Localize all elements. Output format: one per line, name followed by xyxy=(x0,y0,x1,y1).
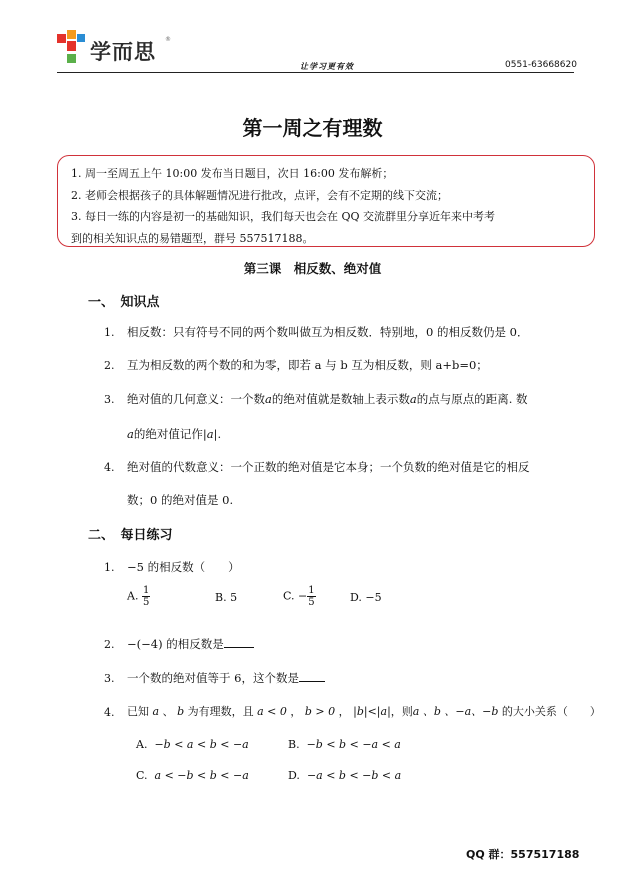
question-stem: −(−4) 的相反数是 xyxy=(127,635,254,653)
brand-logo xyxy=(57,30,177,70)
option-c[interactable]: C. − $\frac{1}{5}$ xyxy=(283,585,315,608)
section-heading-practice: 二、 每日练习 xyxy=(88,528,173,543)
notice-line: 2. 老师会根据孩子的具体解题情况进行批改，点评，会有不定期的线下交流； xyxy=(71,188,448,202)
knowledge-item-cont: a的绝对值记作|a|. xyxy=(127,427,222,441)
question-number: 2. xyxy=(104,638,115,651)
item-number: 3. xyxy=(104,393,115,406)
section-heading-knowledge: 一、 知识点 xyxy=(88,295,160,310)
brand-name: 学而思 xyxy=(90,40,156,64)
phone-number: 0551-63668620 xyxy=(505,60,577,70)
answer-blank[interactable] xyxy=(299,669,325,682)
var-a: a xyxy=(265,392,272,406)
option-d[interactable]: D. −a < b < −b < a xyxy=(288,769,402,782)
page-title: 第一周之有理数 xyxy=(242,116,383,140)
var-a: a xyxy=(127,427,134,441)
fraction: $\frac{1}{5}$ xyxy=(142,585,150,608)
option-a[interactable]: A. $\frac{1}{5}$ xyxy=(127,585,150,608)
question-stem: 一个数的绝对值等于 6，这个数是 xyxy=(127,669,325,687)
notice-line: 3. 每日一练的内容是初一的基础知识，我们每天也会在 QQ 交流群里分享近年来中考考 xyxy=(71,210,496,223)
answer-blank[interactable] xyxy=(224,635,254,648)
question-stem: −5 的相反数（ ） xyxy=(127,560,240,574)
question-number: 1. xyxy=(104,561,115,574)
notice-box xyxy=(57,155,595,247)
abs-a: |a| xyxy=(202,427,218,441)
notice-line: 1. 周一至周五上午 10:00 发布当日题目，次日 16:00 发布解析； xyxy=(71,167,394,180)
notice-line: 到的相关知识点的易错题型，群号 557517188。 xyxy=(71,231,314,245)
option-b[interactable]: B. −b < b < −a < a xyxy=(288,738,401,751)
qq-group-footer: QQ 群：557517188 xyxy=(466,848,580,861)
lesson-title: 第三课 相反数、绝对值 xyxy=(243,261,382,276)
knowledge-item: 绝对值的代数意义：一个正数的绝对值是它本身；一个负数的绝对值是它的相反 xyxy=(127,460,530,474)
option-c[interactable]: C. a < −b < b < −a xyxy=(136,769,249,782)
slogan: 让学习更有效 xyxy=(300,61,354,71)
option-b[interactable]: B. 5 xyxy=(215,591,238,604)
knowledge-item: 互为相反数的两个数的和为零，即若 a 与 b 互为相反数，则 a+b=0； xyxy=(127,358,488,372)
fraction: $\frac{1}{5}$ xyxy=(308,585,315,608)
question-stem: 已知 a 、 b 为有理数，且 a < 0 ， b > 0 ， |b|<|a|，则a 、b 、−a、−b 的大小关系（ ） xyxy=(127,705,601,718)
question-number: 3. xyxy=(104,672,115,685)
var-a: a xyxy=(409,392,417,406)
question-number: 4. xyxy=(104,706,115,719)
registered-mark: ® xyxy=(165,36,171,43)
knowledge-item-cont: 数；0 的绝对值是 0. xyxy=(127,493,234,507)
option-a[interactable]: A. −b < a < b < −a xyxy=(136,738,249,751)
item-number: 1. xyxy=(104,326,115,339)
knowledge-item: 相反数：只有符号不同的两个数叫做互为相反数．特别地，0 的相反数仍是 0． xyxy=(127,325,529,339)
logo-icon xyxy=(57,30,87,70)
knowledge-item: 绝对值的几何意义：一个数a的绝对值就是数轴上表示数a的点与原点的距离. 数 xyxy=(127,392,528,406)
item-number: 2. xyxy=(104,359,115,372)
item-number: 4. xyxy=(104,461,115,474)
option-d[interactable]: D. −5 xyxy=(350,591,382,604)
header-divider xyxy=(57,72,574,73)
